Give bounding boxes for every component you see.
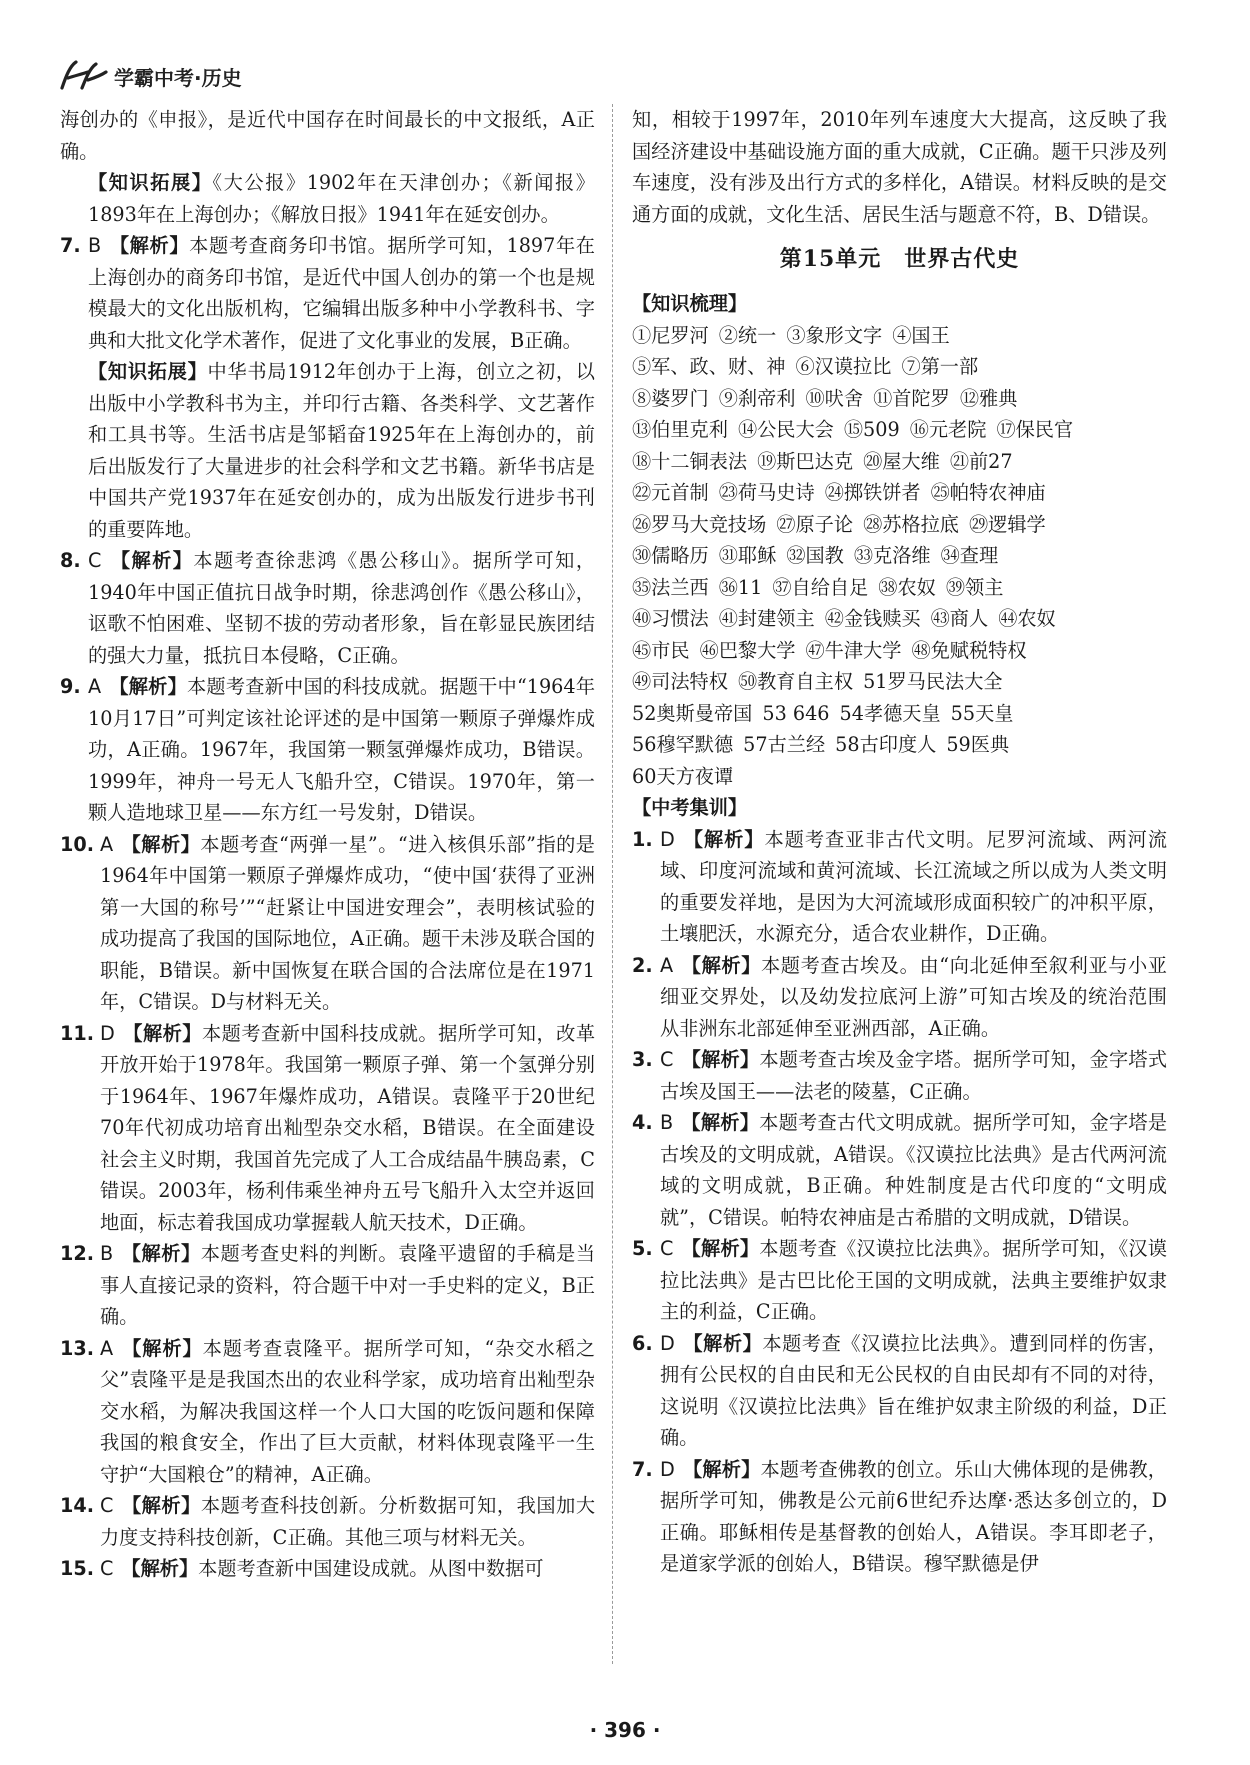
knowledge-item: ㉑前27 <box>949 449 1013 473</box>
answer-entry <box>60 1238 595 1333</box>
answer-entry <box>60 545 595 671</box>
knowledge-item: 56穆罕默德 <box>632 733 734 756</box>
knowledge-item: ㉖罗马大竞技场 <box>632 512 767 536</box>
analysis-text: 本题考查科技创新。分析数据可知，我国加大力度支持科技创新，C正确。其他三项与材料无关。 <box>100 1494 596 1549</box>
analysis-text: 本题考查商务印书馆。据所学可知，1897年在上海创办的商务印书馆，是近代中国人创办的第一个也是规模最大的文化出版机构，它编辑出版多种中小学教科书、字典和大批文化学术著作，促进了文化事业的发展，B正确。 <box>88 234 595 352</box>
analysis-tag: 【解析】 <box>121 1494 201 1517</box>
knowledge-item: ㊾司法特权 <box>632 670 728 693</box>
analysis-text: 本题考查新中国科技成就。据所学可知，改革开放开始于1978年。我国第一颗原子弹、第一个氢弹分别于1964年、1967年爆炸成功，A错误。袁隆平于20世纪70年代初成功培育出籼型杂交水稻，B错误。在全面建设社会主义时期，我国首先完成了人工合成结晶牛胰岛素，C错误。2003年，杨利伟乘坐神舟五号飞船升入太空并返回地面，标志着我国成功掌握载人航天技术，D正确。 <box>100 1021 596 1234</box>
analysis-text: 本题考查古埃及。由“向北延伸至叙利亚与小亚细亚交界处，以及幼发拉底河上游”可知古埃及的统治范围从非洲东北部延伸至亚洲西部，A正确。 <box>660 953 1167 1040</box>
extension-text: 《大公报》1902年在天津创办；《新闻报》1893年在上海创办；《解放日报》1941年在延安创办。 <box>88 171 595 226</box>
knowledge-item: ㊻巴黎大学 <box>699 638 796 662</box>
knowledge-item: ㊿教育自主权 <box>737 670 854 693</box>
analysis-tag: 【解析】 <box>681 953 761 977</box>
exam-heading: 【中考集训】 <box>632 796 748 819</box>
knowledge-item: ⑩吠舍 <box>805 386 864 410</box>
knowledge-item: ⑭公民大会 <box>737 418 834 441</box>
question-number: 9. <box>60 675 81 698</box>
analysis-text: 本题考查“两弹一星”。“进入核俱乐部”指的是1964年中国第一颗原子弹爆炸成功，“使中国‘获得了亚洲第一大国的称号’”“赶紧让中国进安理会”，表明核试验的成功提高了我国的国际地位，A正确。题干未涉及联合国的职能，B错误。新中国恢复在联合国的合法席位是在1971年，C错误。D与材料无关。 <box>100 832 595 1013</box>
knowledge-extension <box>60 167 595 230</box>
column-divider <box>612 104 613 1664</box>
knowledge-item: ③象形文字 <box>786 323 883 347</box>
answer-entry <box>60 230 595 356</box>
knowledge-item: ㉓荷马史诗 <box>718 481 815 504</box>
extension-tag: 【知识拓展】 <box>88 360 208 383</box>
analysis-text: 本题考查新中国建设成就。从图中数据可 <box>198 1557 544 1580</box>
knowledge-extension <box>60 356 595 545</box>
header-title: 学霸中考·历史 <box>114 65 242 90</box>
question-number: 11. <box>60 1021 94 1045</box>
knowledge-item: ㊵习惯法 <box>632 607 709 630</box>
knowledge-line <box>632 761 1167 793</box>
question-number: 14. <box>60 1494 94 1517</box>
knowledge-item: 55天皇 <box>950 701 1014 725</box>
knowledge-item: ⑧婆罗门 <box>632 386 709 410</box>
answer-choice: B <box>100 1242 114 1265</box>
knowledge-item: ⑨刹帝利 <box>718 386 796 410</box>
knowledge-item: ⑮509 <box>843 418 900 441</box>
analysis-text: 本题考查袁隆平。据所学可知，“杂交水稻之父”袁隆平是是我国杰出的农业科学家，成功培育出籼型杂交水稻，为解决我国这样一个人口大国的吃饭问题和保障我国的粮食安全，作出了巨大贡献，材料体现袁隆平一生守护“大国粮仓”的精神，A正确。 <box>100 1336 596 1486</box>
page-number: · 396 · <box>589 1718 661 1742</box>
knowledge-item: ㉗原子论 <box>776 512 854 536</box>
analysis-tag: 【解析】 <box>681 1237 760 1260</box>
question-number: 10. <box>60 832 94 856</box>
analysis-tag: 【解析】 <box>682 1457 761 1481</box>
question-number: 12. <box>60 1242 94 1265</box>
answer-choice: A <box>660 953 674 977</box>
knowledge-line <box>632 698 1167 730</box>
answer-choice: A <box>88 675 102 698</box>
answer-choice: C <box>88 549 102 572</box>
knowledge-item: ㉟法兰西 <box>632 575 709 599</box>
knowledge-item: ㉒元首制 <box>632 481 709 504</box>
answer-choice: C <box>100 1494 114 1517</box>
question-number: 7. <box>60 234 81 257</box>
knowledge-item: ㊷金钱赎买 <box>824 607 921 630</box>
answer-entry <box>60 829 595 1018</box>
answer-choice: A <box>100 1336 114 1360</box>
answer-entry <box>632 1044 1167 1107</box>
knowledge-item: ㊸商人 <box>930 607 989 630</box>
knowledge-item: ㊳农奴 <box>878 575 936 599</box>
answer-entry <box>632 1107 1167 1233</box>
knowledge-item: 51罗马民法大全 <box>863 670 1003 693</box>
answer-entry <box>60 1018 595 1239</box>
left-column <box>60 104 595 1585</box>
knowledge-item: ㊺市民 <box>632 638 690 662</box>
knowledge-line <box>632 635 1167 667</box>
answer-choice: C <box>100 1557 114 1580</box>
analysis-text: 本题考查佛教的创立。乐山大佛体现的是佛教，据所学可知，佛教是公元前6世纪乔达摩·悉达多创立的，D正确。耶稣相传是基督教的创始人，A错误。李耳即老子，是道家学派的创始人，B错误。穆罕默德是伊 <box>660 1457 1167 1575</box>
knowledge-line <box>632 540 1167 572</box>
knowledge-item: ㉘苏格拉底 <box>863 512 959 536</box>
answer-entry <box>632 950 1167 1045</box>
analysis-text: 本题考查古埃及金字塔。据所学可知，金字塔式古埃及国王——法老的陵墓，C正确。 <box>660 1048 1168 1103</box>
right-column <box>632 104 1167 1580</box>
knowledge-item: ㊴领主 <box>945 575 1004 599</box>
exam-answers <box>632 824 1167 1580</box>
answer-choice: D <box>660 1331 675 1355</box>
knowledge-item: ②统一 <box>718 323 777 347</box>
analysis-tag: 【解析】 <box>121 832 201 856</box>
answer-entry <box>632 1454 1167 1580</box>
question-number: 1. <box>632 827 653 851</box>
knowledge-item: ㊶封建领主 <box>718 607 815 630</box>
knowledge-item: 52奥斯曼帝国 <box>632 701 753 725</box>
knowledge-item: ㉔掷铁饼者 <box>824 481 921 504</box>
knowledge-item: ⑳屋大维 <box>863 449 940 473</box>
knowledge-heading: 【知识梳理】 <box>632 292 748 315</box>
knowledge-item: 53 646 <box>762 701 830 725</box>
answer-entry <box>632 824 1167 950</box>
knowledge-item: ⑯元老院 <box>909 418 987 441</box>
question-number: 8. <box>60 549 81 572</box>
knowledge-item: ㉝克洛维 <box>853 544 931 567</box>
answer-choice: A <box>100 832 114 856</box>
knowledge-line <box>632 666 1167 698</box>
knowledge-item: ㊹农奴 <box>998 607 1056 630</box>
knowledge-item: ㉛耶稣 <box>718 544 777 567</box>
knowledge-item: ㉚儒略历 <box>632 544 709 567</box>
question-number: 15. <box>60 1557 94 1580</box>
knowledge-item: ①尼罗河 <box>632 323 709 347</box>
answer-choice: B <box>88 234 102 257</box>
analysis-text: 本题考查新中国的科技成就。据题干中“1964年10月17日”可判定该社论评述的是中国第一颗原子弹爆炸成功，A正确。1967年，我国第一颗氢弹爆炸成功，B错误。1999年，神舟一号无人飞船升空，C错误。1970年，第一颗人造地球卫星——东方红一号发射，D错误。 <box>88 675 596 824</box>
knowledge-line <box>632 414 1167 446</box>
knowledge-line <box>632 729 1167 761</box>
analysis-text: 本题考查徐悲鸿《愚公移山》。据所学可知，1940年中国正值抗日战争时期，徐悲鸿创作《愚公移山》，讴歌不怕困难、坚韧不拔的劳动者形象，旨在彰显民族团结的强大力量，抵抗日本侵略，C正确。 <box>88 549 596 667</box>
knowledge-item: ⑦第一部 <box>901 355 979 378</box>
knowledge-item: 57古兰经 <box>743 733 826 756</box>
analysis-tag: 【解析】 <box>109 675 187 698</box>
answer-entry <box>60 1490 595 1553</box>
analysis-tag: 【解析】 <box>121 1242 201 1265</box>
question-number: 3. <box>632 1048 653 1071</box>
answer-entry <box>632 1328 1167 1454</box>
knowledge-item: ⑫雅典 <box>959 386 1018 410</box>
knowledge-line <box>632 509 1167 541</box>
analysis-tag: 【解析】 <box>122 1021 202 1045</box>
knowledge-item: ⑥汉谟拉比 <box>795 355 892 378</box>
knowledge-line <box>632 351 1167 383</box>
analysis-text: 本题考查《汉谟拉比法典》。遭到同样的伤害，拥有公民权的自由民和无公民权的自由民却有不同的对待，这说明《汉谟拉比法典》旨在维护奴隶主阶级的利益，D正确。 <box>660 1331 1167 1449</box>
analysis-tag: 【解析】 <box>681 1111 760 1134</box>
answer-entry <box>60 1553 595 1585</box>
answer-continuation: 海创办的《申报》，是近代中国存在时间最长的中文报纸，A正确。 <box>60 108 595 163</box>
knowledge-item: ㉜国教 <box>786 544 844 567</box>
knowledge-item: ㉙逻辑学 <box>969 512 1046 536</box>
question-number: 6. <box>632 1331 653 1355</box>
knowledge-item: ㊱11 <box>718 575 763 599</box>
extension-text: 中华书局1912年创办于上海，创立之初，以出版中小学教科书为主，并印行古籍、各类科学、文艺著作和工具书等。生活书店是邹韬奋1925年在上海创办的，前后出版发行了大量进步的社会科学和文艺书籍。新华书店是中国共产党1937年在延安创办的，成为出版发行进步书刊的重要阵地。 <box>88 360 595 541</box>
analysis-tag: 【解析】 <box>681 1048 760 1071</box>
unit-title: 第15单元 世界古代史 <box>779 246 1020 272</box>
knowledge-item: 60天方夜谭 <box>632 764 734 788</box>
knowledge-line <box>632 383 1167 415</box>
answer-choice: C <box>660 1237 674 1260</box>
knowledge-item: ⑱十二铜表法 <box>632 449 748 473</box>
knowledge-item: 58古印度人 <box>835 733 937 756</box>
knowledge-line <box>632 572 1167 604</box>
analysis-tag: 【解析】 <box>682 1331 763 1355</box>
analysis-text: 本题考查亚非古代文明。尼罗河流域、两河流域、印度河流域和黄河流域、长江流域之所以成为人类文明的重要发祥地，是因为大河流域形成面积较广的冲积平原，土壤肥沃，水源充分，适合农业耕作，D正确。 <box>660 827 1168 945</box>
analysis-tag: 【解析】 <box>109 549 194 572</box>
analysis-text: 本题考查古代文明成就。据所学可知，金字塔是古埃及的文明成就，A错误。《汉谟拉比法典》是古代两河流域的文明成就，B正确。种姓制度是古代印度的“文明成就”，C错误。帕特农神庙是古希腊的文明成就，D错误。 <box>660 1111 1168 1229</box>
knowledge-line <box>632 446 1167 478</box>
continued-answer: 知，相较于1997年，2010年列车速度大大提高，这反映了我国经济建设中基础设施方面的重大成就，C正确。题干只涉及列车速度，没有涉及出行方式的多样化，A错误。材料反映的是交通方面的成就，文化生活、居民生活与题意不符，B、D错误。 <box>632 108 1167 226</box>
brand-logo-icon <box>56 58 108 94</box>
answer-choice: B <box>660 1111 674 1134</box>
knowledge-line <box>632 320 1167 352</box>
page-header <box>56 56 242 96</box>
question-number: 5. <box>632 1237 653 1260</box>
analysis-tag: 【解析】 <box>109 234 190 257</box>
knowledge-list <box>632 320 1167 793</box>
knowledge-item: ㉞查理 <box>940 544 999 567</box>
knowledge-item: ㊽免赋税特权 <box>911 638 1027 662</box>
knowledge-item: ⑲斯巴达克 <box>757 449 854 473</box>
answer-entry <box>632 1233 1167 1328</box>
analysis-text: 本题考查史料的判断。袁隆平遗留的手稿是当事人直接记录的资料，符合题干中对一手史料的定义，B正确。 <box>100 1242 596 1328</box>
knowledge-item: ⑤军、政、财、神 <box>632 355 786 378</box>
analysis-tag: 【解析】 <box>121 1557 199 1580</box>
question-number: 13. <box>60 1336 94 1360</box>
answer-choice: C <box>660 1048 674 1071</box>
answer-entry <box>60 671 595 829</box>
knowledge-item: ⑰保民官 <box>996 418 1074 441</box>
knowledge-item: ④国王 <box>892 323 950 347</box>
knowledge-item: ⑪首陀罗 <box>873 386 950 410</box>
analysis-tag: 【解析】 <box>121 1336 203 1360</box>
answer-choice: D <box>100 1021 115 1045</box>
answer-choice: D <box>660 827 675 851</box>
question-number: 7. <box>632 1457 653 1481</box>
analysis-tag: 【解析】 <box>682 827 765 851</box>
knowledge-item: ㉕帕特农神庙 <box>930 481 1046 504</box>
question-number: 2. <box>632 953 653 977</box>
knowledge-item: ㊲自给自足 <box>772 575 869 599</box>
answer-choice: D <box>660 1457 675 1481</box>
answer-entry <box>60 1333 595 1491</box>
knowledge-line <box>632 477 1167 509</box>
knowledge-item: 59医典 <box>946 733 1010 756</box>
extension-tag: 【知识拓展】 <box>88 171 213 194</box>
knowledge-item: ㊼牛津大学 <box>805 638 902 662</box>
knowledge-item: ⑬伯里克利 <box>632 418 728 441</box>
knowledge-item: 54孝德天皇 <box>839 701 941 725</box>
question-number: 4. <box>632 1111 653 1134</box>
knowledge-line <box>632 603 1167 635</box>
analysis-text: 本题考查《汉谟拉比法典》。据所学可知，《汉谟拉比法典》是古巴比伦王国的文明成就，法典主要维护奴隶主的利益，C正确。 <box>660 1237 1167 1323</box>
